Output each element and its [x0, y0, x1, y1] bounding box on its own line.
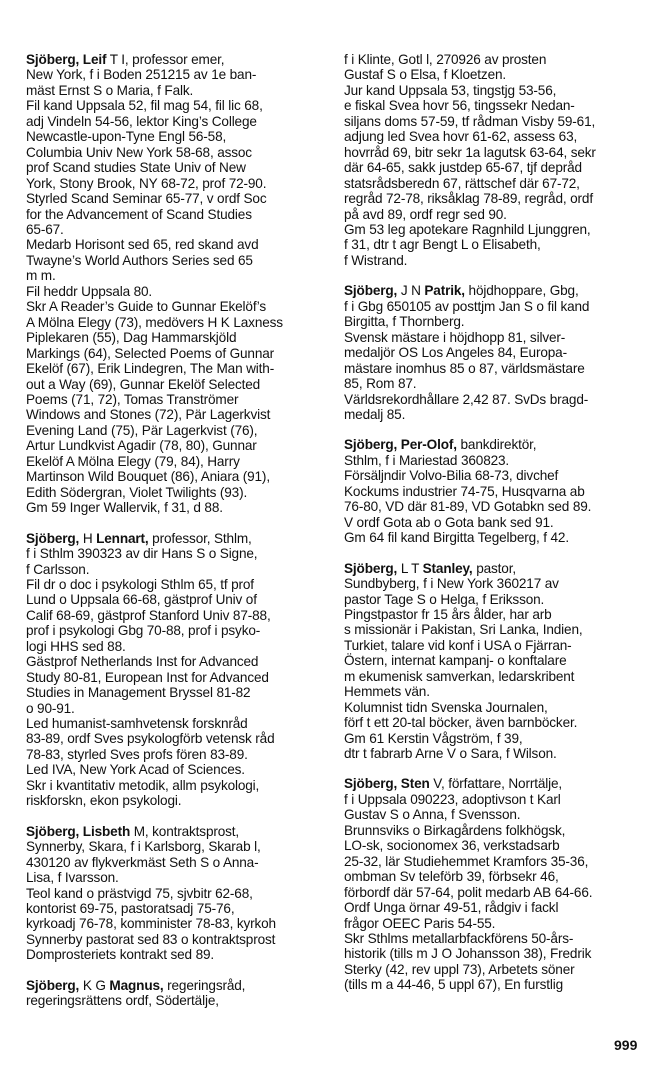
- entry-text-line: m m.: [26, 268, 56, 284]
- biography-entry: [344, 561, 644, 762]
- entry-text-line: Birgitta, f Thornberg.: [344, 314, 465, 330]
- entry-text-line: prof Scand studies State Univ of New: [26, 160, 246, 176]
- entry-text-line: 85, Rom 87.: [344, 376, 417, 392]
- entry-text-line: Jur kand Uppsala 53, tingstjg 53-56,: [344, 82, 557, 98]
- entry-text-line: f Carlsson.: [26, 561, 90, 577]
- entry-text-line: Lund o Uppsala 66-68, gästprof Univ of: [26, 592, 257, 608]
- entry-title-text: regeringsråd,: [163, 977, 246, 993]
- entry-title-text: bankdirektör,: [456, 437, 537, 453]
- entry-first-line: [26, 978, 326, 993]
- entry-text-line: out a Way (69), Gunnar Ekelöf Selected: [26, 376, 261, 392]
- entry-text-line: Martinson Wild Bouquet (86), Aniara (91),: [26, 469, 270, 485]
- entry-text-line: Synnerby pastorat sed 83 o kontraktsprost: [26, 931, 276, 947]
- entry-text-line: Edith Södergran, Violet Twilights (93).: [26, 484, 248, 500]
- entry-text-line: adj Vindeln 54-56, lektor King’s College: [26, 113, 257, 129]
- entry-name: Sjöberg, Sten: [344, 776, 430, 792]
- entry-name: Sjöberg, Per-Olof,: [344, 437, 457, 453]
- entry-text-line: Sthlm, f i Mariestad 360823.: [344, 452, 510, 468]
- entry-text-line: Columbia Univ New York 58-68, assoc: [26, 144, 252, 160]
- entry-name: Sjöberg,: [26, 977, 80, 993]
- entry-text-line: dtr t fabrarb Arne V o Sara, f Wilson.: [344, 746, 557, 762]
- entry-text-line: prof i psykologi Gbg 70-88, prof i psyko-: [26, 623, 261, 639]
- entry-text-line: Gm 53 leg apotekare Ragnhild Ljunggren,: [344, 221, 591, 237]
- entry-first-line: [344, 561, 644, 576]
- entry-text-line: Världsrekordhållare 2,42 87. SvDs bragd-: [344, 391, 589, 407]
- entry-text-line: Kockums industrier 74-75, Husqvarna ab: [344, 483, 585, 499]
- entry-text-line: logi HHS sed 88.: [26, 638, 126, 654]
- entry-text-line: for the Advancement of Scand Studies: [26, 206, 252, 222]
- entry-text-line: Studies in Management Bryssel 81-82: [26, 685, 251, 701]
- entry-text-line: Medarb Horisont sed 65, red skand avd: [26, 237, 259, 253]
- entry-text-line: kyrkoadj 76-78, komminister 78-83, kyrkoh: [26, 916, 276, 932]
- biography-entry: [26, 531, 326, 809]
- entry-text-line: Study 80-81, European Inst for Advanced: [26, 669, 269, 685]
- entry-first-line: [344, 283, 644, 298]
- entry-text-line: Fil heddr Uppsala 80.: [26, 283, 153, 299]
- entry-text-line: regeringsrättens ordf, Södertälje,: [26, 993, 219, 1009]
- entry-text-line: kontorist 69-75, pastoratsadj 75-76,: [26, 901, 235, 917]
- entry-text-line: Ordf Unga örnar 49-51, rådgiv i fackl: [344, 900, 559, 916]
- entry-text-line: adjung led Svea hovr 61-62, assess 63,: [344, 129, 578, 145]
- entry-given-name: Patrik,: [424, 283, 465, 299]
- entry-title-text: pastor,: [472, 560, 516, 576]
- entry-text-line: ombman Sv teleförb 39, förbsekr 46,: [344, 869, 559, 885]
- entry-text-line: 430120 av flykverkmäst Seth S o Anna-: [26, 854, 259, 870]
- page-number: 999: [614, 1037, 638, 1053]
- entry-text-line: Piplekaren (55), Dag Hammarskjöld: [26, 330, 237, 346]
- entry-text-line: Ekelöf A Mölna Elegy (79, 84), Harry: [26, 453, 240, 469]
- entry-name: Sjöberg, Lisbeth: [26, 823, 131, 839]
- entry-text-line: f i Gbg 650105 av posttjm Jan S o fil kand: [344, 298, 590, 314]
- entry-text-line: Gm 59 Inger Wallervik, f 31, d 88.: [26, 500, 223, 516]
- entry-text-line: m ekumenisk samverkan, ledarskribent: [344, 668, 575, 684]
- entry-text-line: medaljör OS Los Angeles 84, Europa-: [344, 345, 567, 361]
- entry-first-line: [344, 437, 644, 452]
- entry-initials: J N: [397, 283, 425, 299]
- entry-text-line: Försäljndir Volvo-Bilia 68-73, divchef: [344, 468, 559, 484]
- entry-text-line: Pingstpastor fr 15 års ålder, har arb: [344, 606, 552, 622]
- entry-text-line: Sterky (42, rev uppl 73), Arbetets söner: [344, 961, 575, 977]
- entry-text-line: Markings (64), Selected Poems of Gunnar: [26, 345, 275, 361]
- entry-text-line: York, Stony Brook, NY 68-72, prof 72-90.: [26, 175, 267, 191]
- entry-first-line: [26, 824, 326, 839]
- entry-text-line: Newcastle-upon-Tyne Engl 56-58,: [26, 129, 227, 145]
- entry-name: Sjöberg,: [26, 530, 80, 546]
- entry-name: Sjöberg, Leif: [26, 52, 107, 67]
- entry-text-line: LO-sk, socionomex 36, verkstadsarb: [344, 838, 560, 854]
- entry-text-line: Synnerby, Skara, f i Karlsborg, Skarab l,: [26, 839, 261, 855]
- biography-entry: [344, 437, 644, 545]
- entry-text-line: e fiskal Svea hovr 56, tingssekr Nedan-: [344, 98, 575, 114]
- entry-text-line: Domprosteriets kontrakt sed 89.: [26, 947, 215, 963]
- entry-first-line: [344, 776, 644, 791]
- entry-title-text: höjdhoppare, Gbg,: [464, 283, 579, 299]
- entry-text-line: Calif 68-69, gästprof Stanford Univ 87-88,: [26, 607, 271, 623]
- entry-text-line: 65-67.: [26, 221, 64, 237]
- biography-entry: [26, 52, 326, 516]
- entry-text-line: Led humanist-samhvetensk forsknråd: [26, 716, 248, 732]
- entry-text-line: New York, f i Boden 251215 av 1e ban-: [26, 67, 257, 83]
- entry-text-line: f i Klinte, Gotl l, 270926 av prosten: [344, 52, 547, 67]
- entry-given-name: Magnus,: [109, 977, 164, 993]
- entry-text-line: (tills m a 44-46, 5 uppl 67), En furstlig: [344, 977, 564, 993]
- entry-text-line: Led IVA, New York Acad of Sciences.: [26, 762, 245, 778]
- entry-text-line: Hemmets vän.: [344, 684, 430, 700]
- entry-text-line: på avd 89, ordf regr sed 90.: [344, 206, 507, 222]
- entry-text-line: Artur Lundkvist Agadir (78, 80), Gunnar: [26, 438, 257, 454]
- entry-text-line: Sundbyberg, f i New York 360217 av: [344, 576, 559, 592]
- entry-first-line: [26, 52, 326, 67]
- entry-text-line: frågor OEEC Paris 54-55.: [344, 915, 496, 931]
- entry-text-line: o 90-91.: [26, 700, 75, 716]
- entry-text-line: Teol kand o prästvigd 75, sjvbitr 62-68,: [26, 885, 253, 901]
- entry-text-line: Fil dr o doc i psykologi Sthlm 65, tf prof: [26, 576, 254, 592]
- entry-text-line: pastor Tage S o Helga, f Eriksson.: [344, 591, 545, 607]
- entry-text-line: Östern, internat kampanj- o konftalare: [344, 653, 567, 669]
- entry-initials: K G: [79, 977, 110, 993]
- entry-text-line: Turkiet, talare vid konf i USA o Fjärran-: [344, 637, 572, 653]
- entry-text-line: mästare inomhus 85 o 87, världsmästare: [344, 360, 585, 376]
- entry-text-line: siljans doms 57-59, tf rådman Visby 59-61,: [344, 113, 596, 129]
- entry-text-line: Styrled Scand Seminar 65-77, v ordf Soc: [26, 191, 267, 207]
- entry-text-line: 76-80, VD där 81-89, VD Gotabkn sed 89.: [344, 499, 592, 515]
- entry-text-line: Gm 64 fil kand Birgitta Tegelberg, f 42.: [344, 530, 569, 546]
- entry-text-line: förbordf där 57-64, polit medarb AB 64-66.: [344, 884, 593, 900]
- entry-text-line: Fil kand Uppsala 52, fil mag 54, fil lic 68,: [26, 98, 263, 114]
- entry-text-line: Gästprof Netherlands Inst for Advanced: [26, 654, 259, 670]
- entry-name: Sjöberg,: [344, 283, 398, 299]
- entry-text-line: A Mölna Elegy (73), medövers H K Laxness: [26, 314, 283, 330]
- entry-text-line: 25-32, lär Studiehemmet Kramfors 35-36,: [344, 853, 589, 869]
- entry-text-line: V ordf Gota ab o Gota bank sed 91.: [344, 514, 554, 530]
- entry-text-line: historik (tills m J O Johansson 38), Fredrik: [344, 946, 592, 962]
- biography-entry: [344, 283, 644, 422]
- entry-text-line: Svensk mästare i höjdhopp 81, silver-: [344, 329, 566, 345]
- entry-text-line: 78-83, styrled Sves profs fören 83-89.: [26, 746, 248, 762]
- entry-title-text: professor, Sthlm,: [148, 530, 252, 546]
- entry-text-line: 83-89, ordf Sves psykologförb vetensk råd: [26, 731, 275, 747]
- entry-text-line: Evening Land (75), Pär Lagerkvist (76),: [26, 422, 258, 438]
- entry-text-line: mäst Ernst S o Maria, f Falk.: [26, 82, 194, 98]
- entry-text-line: där 64-65, sakk justdep 65-67, tjf depråd: [344, 160, 582, 176]
- entry-text-line: statsrådsberedn 67, rättschef där 67-72,: [344, 175, 580, 191]
- entry-text-line: Gustav S o Anna, f Svensson.: [344, 807, 521, 823]
- entry-text-line: s missionär i Pakistan, Sri Lanka, Indien,: [344, 622, 583, 638]
- biography-entry: [344, 776, 644, 992]
- entry-text-line: medalj 85.: [344, 406, 406, 422]
- entry-title-text: V, författare, Norrtälje,: [429, 776, 563, 792]
- entry-text-line: Twayne’s World Authors Series sed 65: [26, 252, 253, 268]
- entry-text-line: Ekelöf (67), Erik Lindegren, The Man with-: [26, 361, 275, 377]
- entry-text-line: Poems (71, 72), Tomas Tranströmer: [26, 391, 239, 407]
- entry-name: Sjöberg,: [344, 560, 398, 576]
- biography-entry: [26, 824, 326, 963]
- right-column: [344, 52, 644, 1008]
- biography-entry: [26, 978, 326, 1009]
- entry-first-line: [26, 531, 326, 546]
- entry-given-name: Lennart,: [96, 530, 149, 546]
- entry-text-line: Kolumnist tidn Svenska Journalen,: [344, 699, 548, 715]
- entry-title-text: M, kontraktsprost,: [130, 823, 240, 839]
- entry-text-line: f i Sthlm 390323 av dir Hans S o Signe,: [26, 546, 258, 562]
- entry-given-name: Stanley,: [422, 560, 473, 576]
- entry-text-line: Windows and Stones (72), Pär Lagerkvist: [26, 407, 271, 423]
- entry-text-line: Skr i kvantitativ metodik, allm psykologi,: [26, 777, 260, 793]
- biography-entry: [344, 52, 644, 268]
- entry-text-line: Skr Sthlms metallarbfackförens 50-års-: [344, 931, 574, 947]
- left-column: [26, 52, 326, 1024]
- entry-text-line: Skr A Reader’s Guide to Gunnar Ekelöf’s: [26, 299, 266, 315]
- entry-title-text: T I, professor emer,: [106, 52, 225, 67]
- entry-text-line: Brunnsviks o Birkagårdens folkhögsk,: [344, 822, 566, 838]
- entry-text-line: regråd 72-78, riksåklag 78-89, regråd, ordf: [344, 191, 593, 207]
- entry-text-line: förf t ett 20-tal böcker, även barnböcker.: [344, 715, 578, 731]
- entry-initials: L T: [397, 560, 423, 576]
- entry-text-line: f i Uppsala 090223, adoptivson t Karl: [344, 791, 561, 807]
- entry-text-line: Gustaf S o Elsa, f Kloetzen.: [344, 67, 507, 83]
- entry-text-line: f 31, dtr t agr Bengt L o Elisabeth,: [344, 237, 541, 253]
- entry-initials: H: [79, 530, 97, 546]
- entry-text-line: f Wistrand.: [344, 252, 408, 268]
- entry-text-line: riskforskn, ekon psykologi.: [26, 793, 182, 809]
- entry-text-line: Lisa, f Ivarsson.: [26, 870, 119, 886]
- entry-text-line: Gm 61 Kerstin Vågström, f 39,: [344, 730, 523, 746]
- entry-text-line: hovrråd 69, bitr sekr 1a lagutsk 63-64, sekr: [344, 144, 596, 160]
